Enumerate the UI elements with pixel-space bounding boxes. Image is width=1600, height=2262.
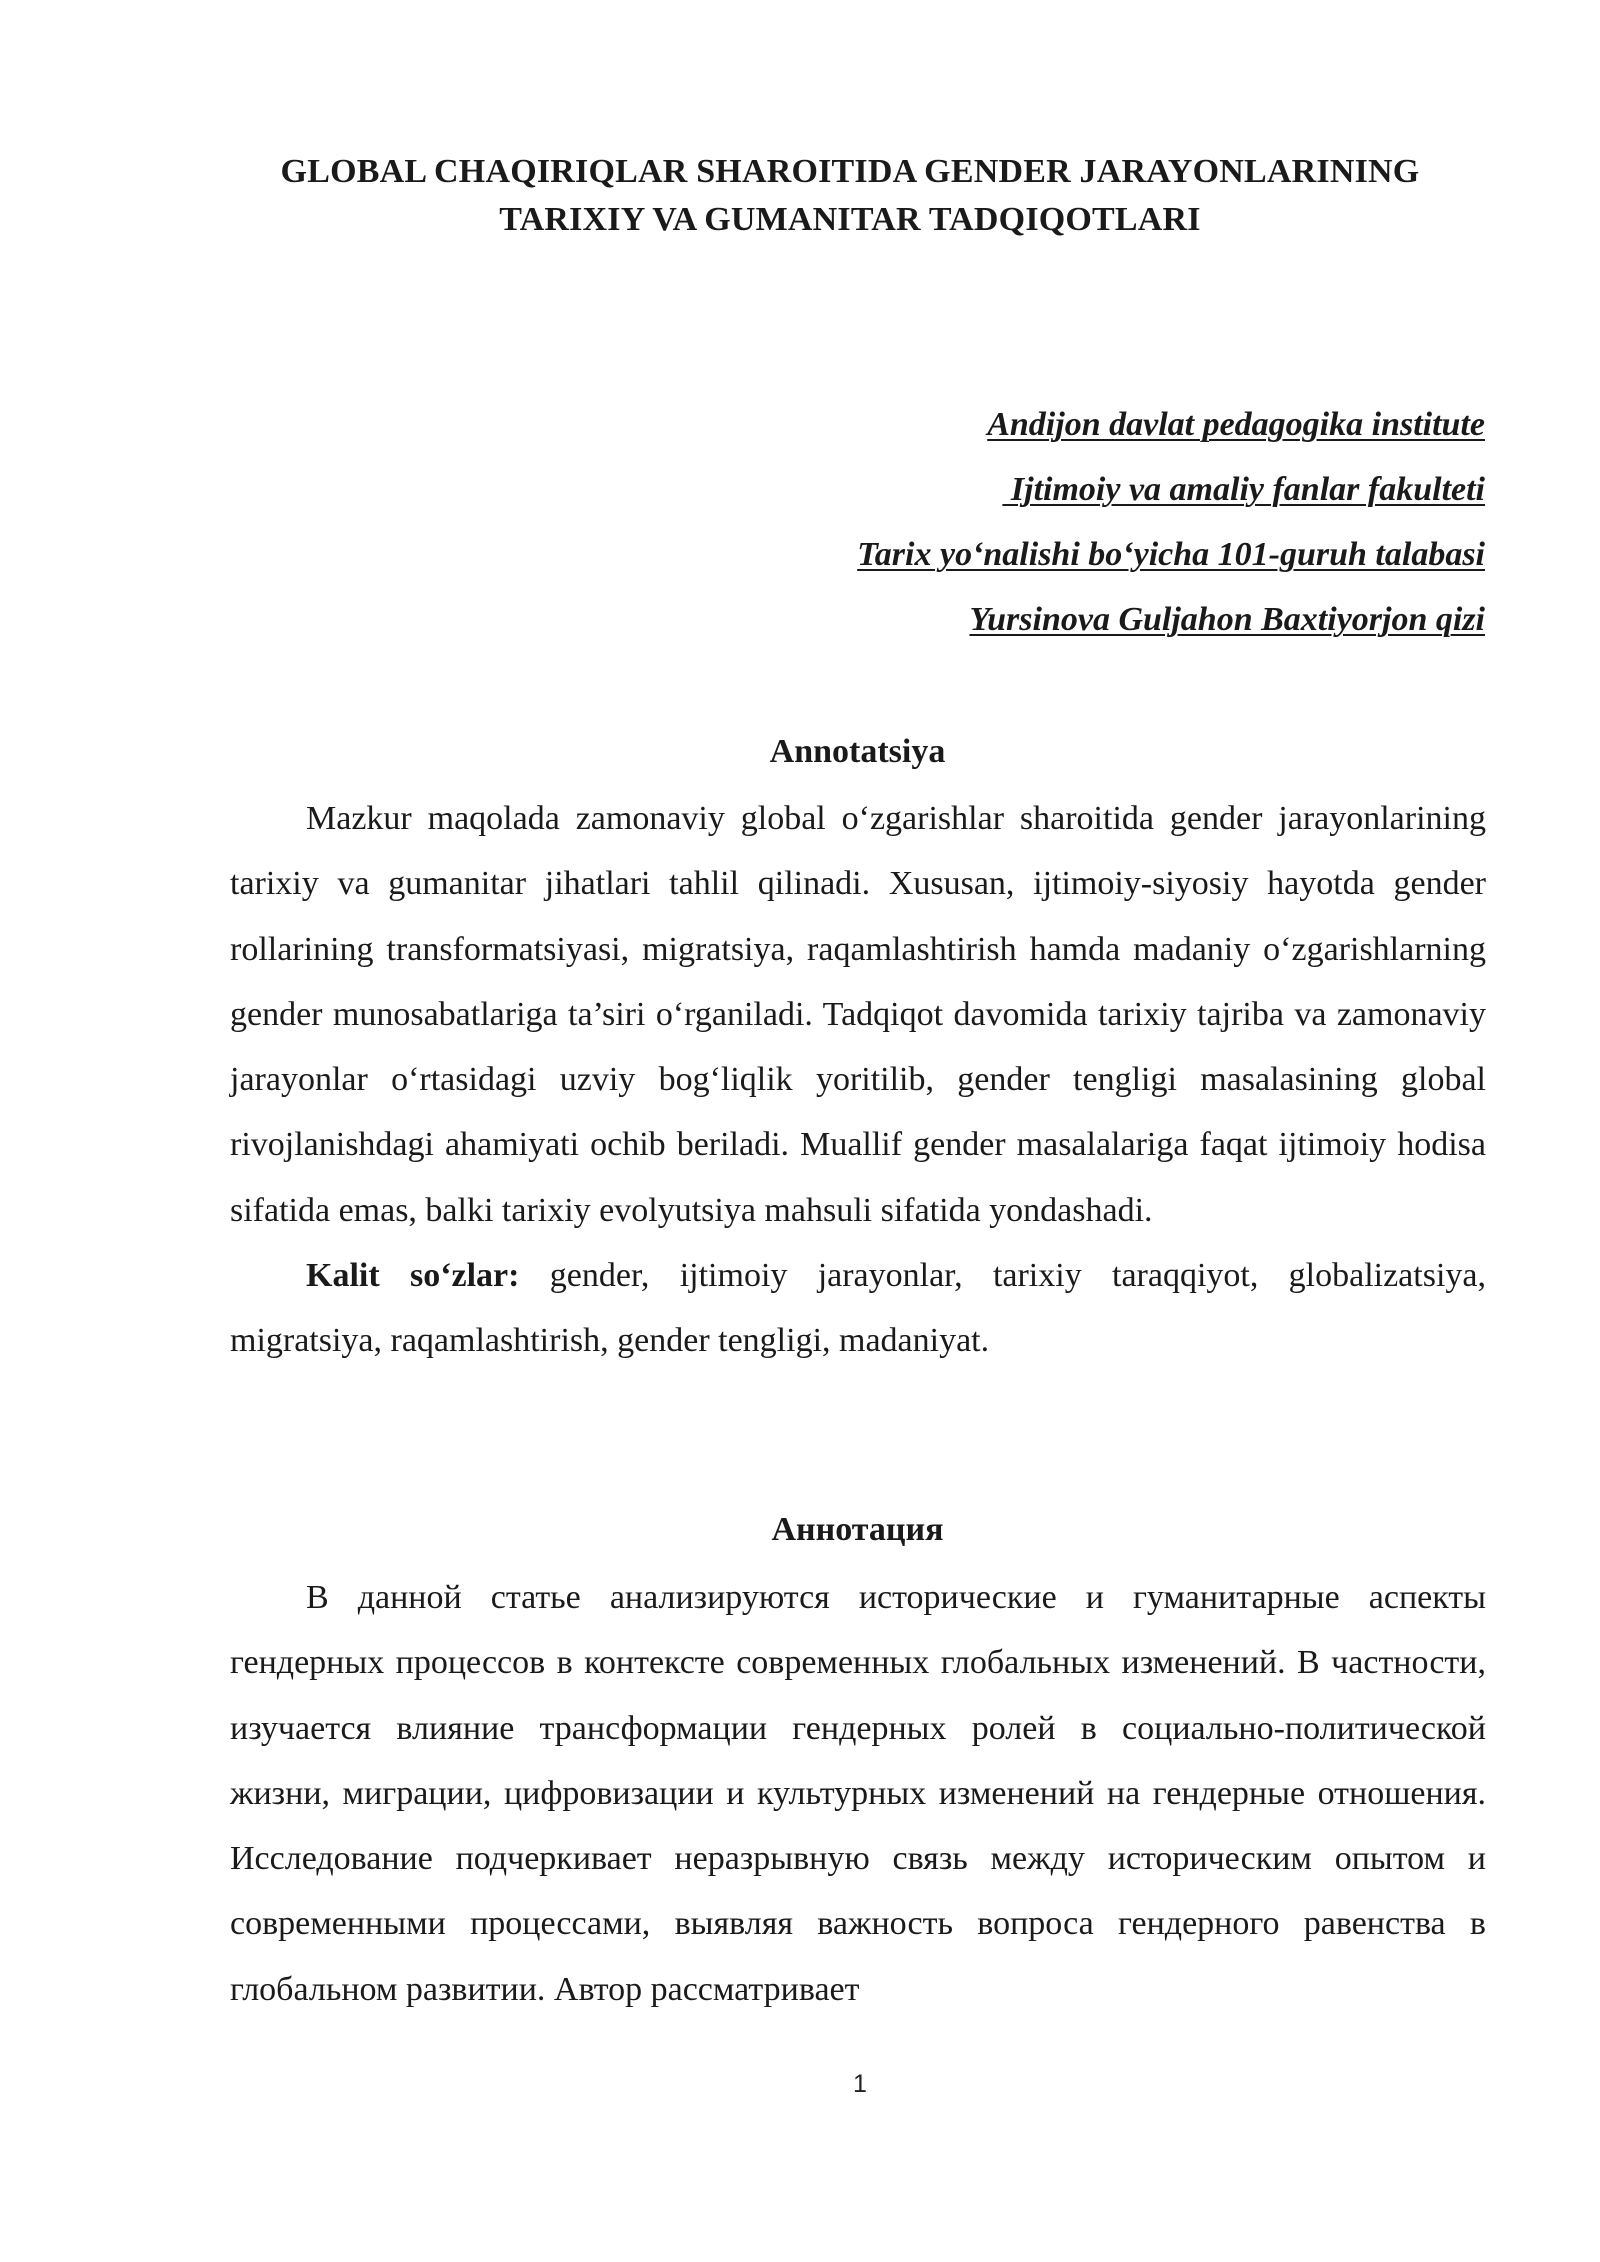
annotation-ru-paragraph: В данной статье анализируются исторические и гуманитарные аспекты гендерных процессов в контексте современных глобальных изменений. В частности, изучается влияние трансформации гендерных ролей в социально-политической жизни, миграции, цифровизации и культурных изменений на гендерные отношения. Исследование подчеркивает неразрывную связь между историческим опытом и современными процессами, выявляя важность вопроса гендерного равенства в глобальном развитии. Автор рассматривает	[230, 1579, 1486, 2008]
page-number: 1	[853, 2070, 867, 2098]
author-name: Yursinova Guljahon Baxtiyorjon qizi	[969, 601, 1485, 638]
affiliation-institute: Andijon davlat pedagogika institute	[987, 406, 1485, 443]
document-title	[200, 148, 1500, 244]
annotation-uz-body	[230, 786, 1486, 1374]
annotation-ru-heading: Аннотация	[771, 1511, 944, 1548]
affiliation-group: Tarix yo‘nalishi bo‘yicha 101-guruh talabasi	[857, 536, 1485, 573]
keywords-list: gender, ijtimoiy jarayonlar, tarixiy taraqqiyot, globalizatsiya, migratsiya, raqamlashtirish, gender tengligi, madaniyat.	[230, 1257, 1486, 1360]
keywords-label: Kalit so‘zlar:	[306, 1257, 520, 1295]
annotation-uz-paragraph: Mazkur maqolada zamonaviy global o‘zgarishlar sharoitida gender jarayonlarining tarixiy va gumanitar jihatlari tahlil qilinadi. Xususan, ijtimoiy-siyosiy hayotda gender rollarining transformatsiyasi, migratsiya, raqamlashtirish hamda madaniy o‘zgarishlarning gender munosabatlariga ta’siri o‘rganiladi. Tadqiqot davomida tarixiy tajriba va zamonaviy jarayonlar o‘rtasidagi uzviy bog‘liqlik yoritilib, gender tengligi masalasining global rivojlanishdagi ahamiyati ochib beriladi. Muallif gender masalalariga faqat ijtimoiy hodisa sifatida emas, balki tarixiy evolyutsiya mahsuli sifatida yondashadi.	[230, 800, 1486, 1229]
annotation-ru-body	[230, 1565, 1486, 2022]
title-line-1: GLOBAL CHAQIRIQLAR SHAROITIDA GENDER JARAYONLARINING	[280, 153, 1420, 190]
affiliation-faculty: Ijtimoiy va amaliy fanlar fakulteti	[1002, 471, 1485, 508]
title-line-2: TARIXIY VA GUMANITAR TADQIQOTLARI	[499, 201, 1201, 238]
author-affiliation	[857, 400, 1485, 660]
keywords-paragraph	[230, 1243, 1486, 1374]
annotation-uz-heading: Annotatsiya	[769, 733, 946, 770]
